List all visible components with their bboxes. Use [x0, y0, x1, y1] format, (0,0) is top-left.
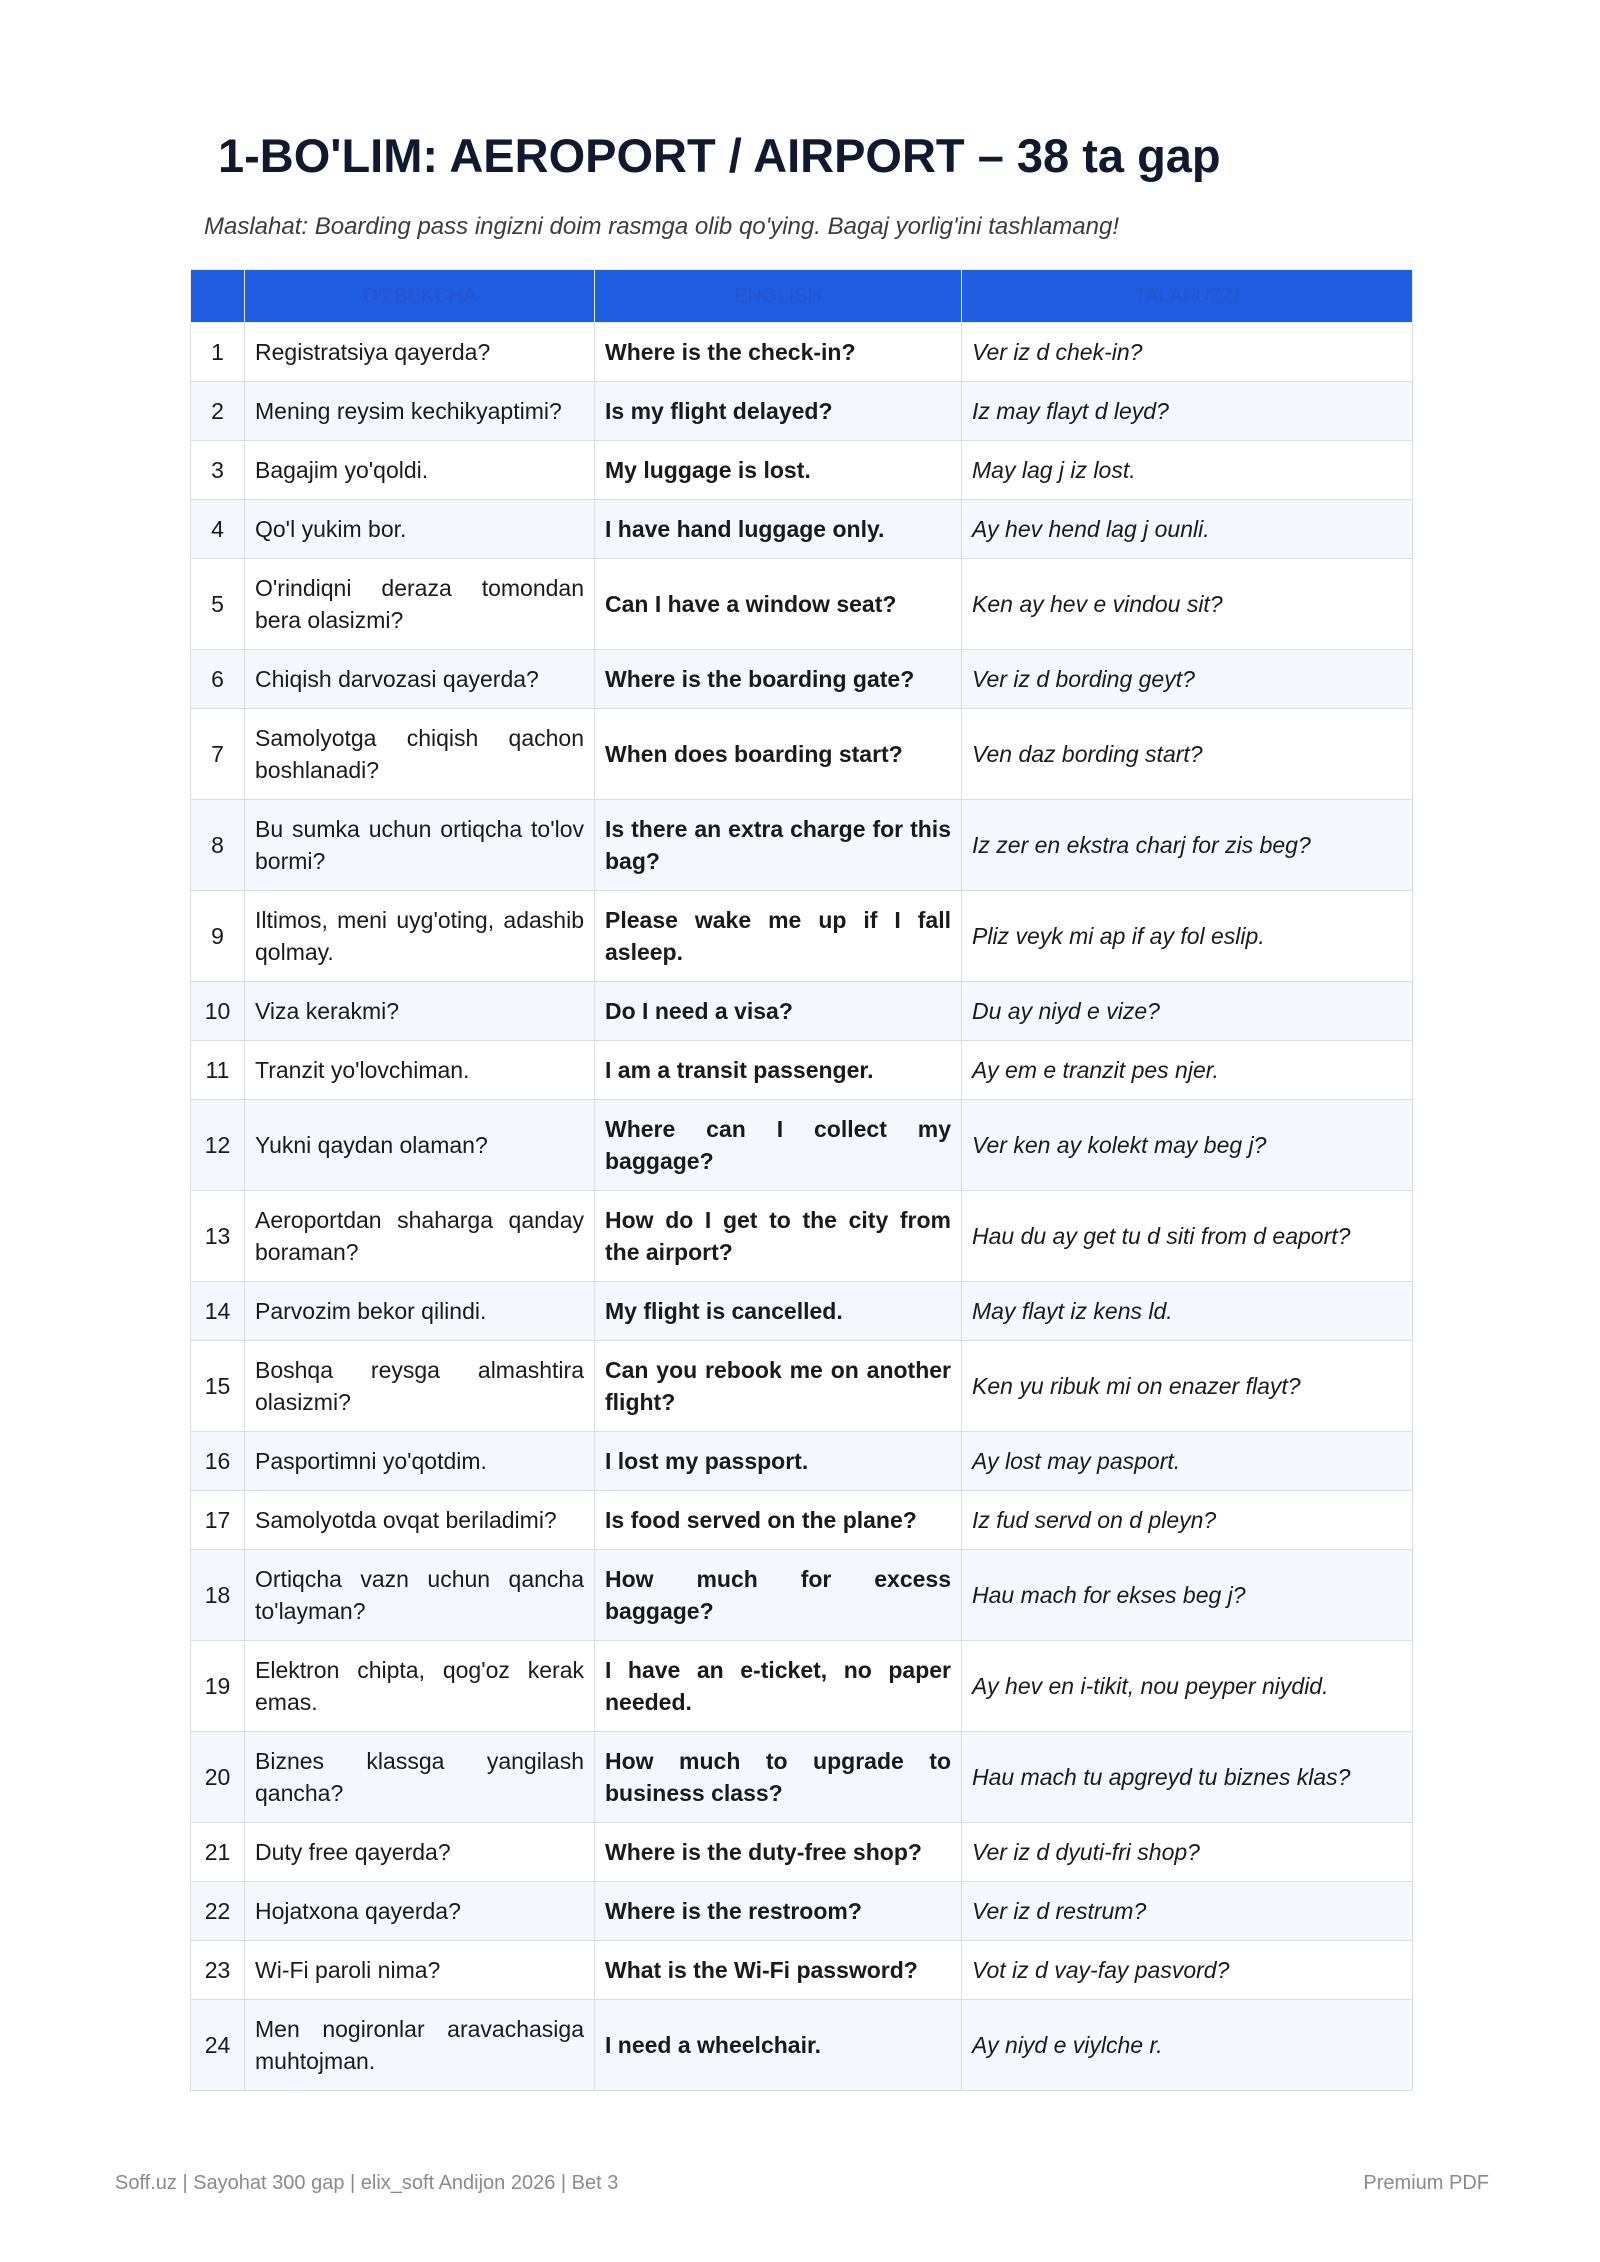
uzbek-phrase: Mening reysim kechikyaptimi?	[245, 382, 595, 441]
uzbek-phrase: Viza kerakmi?	[245, 982, 595, 1041]
pronunciation: Ver iz d restrum?	[962, 1882, 1413, 1941]
row-number: 13	[191, 1191, 245, 1282]
row-number: 9	[191, 891, 245, 982]
pronunciation: Ken ay hev e vindou sit?	[962, 559, 1413, 650]
table-row	[191, 1282, 1413, 1341]
uzbek-phrase: Qo'l yukim bor.	[245, 500, 595, 559]
column-header-uzbek: O'ZBEKCHA	[245, 270, 595, 323]
row-number: 14	[191, 1282, 245, 1341]
row-number: 5	[191, 559, 245, 650]
pronunciation: Ven daz bording start?	[962, 709, 1413, 800]
pronunciation: Vot iz d vay-fay pasvord?	[962, 1941, 1413, 2000]
table-row	[191, 1191, 1413, 1282]
row-number: 2	[191, 382, 245, 441]
uzbek-phrase: Pasportimni yo'qotdim.	[245, 1432, 595, 1491]
english-phrase: Is food served on the plane?	[595, 1491, 962, 1550]
table-row	[191, 441, 1413, 500]
table-row	[191, 1941, 1413, 2000]
table-row	[191, 982, 1413, 1041]
footer-left: Soff.uz | Sayohat 300 gap | elix_soft Andijon 2026 | Bet 3	[115, 2172, 619, 2194]
english-phrase: Is my flight delayed?	[595, 382, 962, 441]
uzbek-phrase: Yukni qaydan olaman?	[245, 1100, 595, 1191]
pronunciation: Ver ken ay kolekt may beg j?	[962, 1100, 1413, 1191]
row-number: 1	[191, 323, 245, 382]
pronunciation: Ay niyd e viylche r.	[962, 2000, 1413, 2091]
row-number: 17	[191, 1491, 245, 1550]
pronunciation: Ken yu ribuk mi on enazer flayt?	[962, 1341, 1413, 1432]
phrase-table	[190, 269, 1413, 2091]
tip-text: Maslahat: Boarding pass ingizni doim rasmga olib qo'ying. Bagaj yorlig'ini tashlamang!	[204, 213, 1119, 240]
uzbek-phrase: Parvozim bekor qilindi.	[245, 1282, 595, 1341]
pronunciation: Pliz veyk mi ap if ay fol eslip.	[962, 891, 1413, 982]
table-row	[191, 500, 1413, 559]
english-phrase: I lost my passport.	[595, 1432, 962, 1491]
english-phrase: Where can I collect my baggage?	[595, 1100, 962, 1191]
table-row	[191, 2000, 1413, 2091]
row-number: 22	[191, 1882, 245, 1941]
table-row	[191, 709, 1413, 800]
row-number: 24	[191, 2000, 245, 2091]
uzbek-phrase: Biznes klassga yangilash qancha?	[245, 1732, 595, 1823]
table-row	[191, 1341, 1413, 1432]
english-phrase: How do I get to the city from the airport?	[595, 1191, 962, 1282]
pronunciation: Ver iz d bording geyt?	[962, 650, 1413, 709]
table-row	[191, 1823, 1413, 1882]
row-number: 7	[191, 709, 245, 800]
row-number: 18	[191, 1550, 245, 1641]
table-body	[191, 323, 1413, 2091]
row-number: 11	[191, 1041, 245, 1100]
table-row	[191, 1550, 1413, 1641]
uzbek-phrase: Hojatxona qayerda?	[245, 1882, 595, 1941]
uzbek-phrase: Registratsiya qayerda?	[245, 323, 595, 382]
uzbek-phrase: Duty free qayerda?	[245, 1823, 595, 1882]
uzbek-phrase: Bagajim yo'qoldi.	[245, 441, 595, 500]
table-row	[191, 800, 1413, 891]
row-number: 23	[191, 1941, 245, 2000]
row-number: 19	[191, 1641, 245, 1732]
pronunciation: Hau mach for ekses beg j?	[962, 1550, 1413, 1641]
column-header-number	[191, 270, 245, 323]
uzbek-phrase: Chiqish darvozasi qayerda?	[245, 650, 595, 709]
english-phrase: I need a wheelchair.	[595, 2000, 962, 2091]
row-number: 4	[191, 500, 245, 559]
uzbek-phrase: Samolyotga chiqish qachon boshlanadi?	[245, 709, 595, 800]
english-phrase: When does boarding start?	[595, 709, 962, 800]
pronunciation: Iz zer en ekstra charj for zis beg?	[962, 800, 1413, 891]
row-number: 21	[191, 1823, 245, 1882]
row-number: 10	[191, 982, 245, 1041]
pronunciation: May flayt iz kens ld.	[962, 1282, 1413, 1341]
pronunciation: May lag j iz lost.	[962, 441, 1413, 500]
uzbek-phrase: Boshqa reysga almashtira olasizmi?	[245, 1341, 595, 1432]
pronunciation: Ver iz d chek-in?	[962, 323, 1413, 382]
pronunciation: Du ay niyd e vize?	[962, 982, 1413, 1041]
pronunciation: Iz fud servd on d pleyn?	[962, 1491, 1413, 1550]
uzbek-phrase: Iltimos, meni uyg'oting, adashib qolmay.	[245, 891, 595, 982]
english-phrase: Where is the restroom?	[595, 1882, 962, 1941]
english-phrase: Can you rebook me on another flight?	[595, 1341, 962, 1432]
pronunciation: Ay lost may pasport.	[962, 1432, 1413, 1491]
uzbek-phrase: Tranzit yo'lovchiman.	[245, 1041, 595, 1100]
uzbek-phrase: O'rindiqni deraza tomondan bera olasizmi?	[245, 559, 595, 650]
table-row	[191, 1041, 1413, 1100]
pronunciation: Ay hev hend lag j ounli.	[962, 500, 1413, 559]
table-row	[191, 382, 1413, 441]
table-row	[191, 1732, 1413, 1823]
uzbek-phrase: Samolyotda ovqat beriladimi?	[245, 1491, 595, 1550]
english-phrase: My luggage is lost.	[595, 441, 962, 500]
pronunciation: Hau du ay get tu d siti from d eaport?	[962, 1191, 1413, 1282]
page-title: 1-BO'LIM: AEROPORT / AIRPORT – 38 ta gap	[218, 129, 1221, 182]
table-row	[191, 1100, 1413, 1191]
table-row	[191, 1641, 1413, 1732]
english-phrase: I have hand luggage only.	[595, 500, 962, 559]
uzbek-phrase: Men nogironlar aravachasiga muhtojman.	[245, 2000, 595, 2091]
column-header-pronunciation: TALAFUZZI	[962, 270, 1413, 323]
english-phrase: I have an e-ticket, no paper needed.	[595, 1641, 962, 1732]
row-number: 12	[191, 1100, 245, 1191]
uzbek-phrase: Elektron chipta, qog'oz kerak emas.	[245, 1641, 595, 1732]
table-row	[191, 1882, 1413, 1941]
uzbek-phrase: Ortiqcha vazn uchun qancha to'layman?	[245, 1550, 595, 1641]
row-number: 16	[191, 1432, 245, 1491]
row-number: 8	[191, 800, 245, 891]
uzbek-phrase: Wi-Fi paroli nima?	[245, 1941, 595, 2000]
english-phrase: Where is the check-in?	[595, 323, 962, 382]
english-phrase: Is there an extra charge for this bag?	[595, 800, 962, 891]
table-header-row	[191, 270, 1413, 323]
row-number: 20	[191, 1732, 245, 1823]
footer-right: Premium PDF	[1363, 2172, 1489, 2194]
english-phrase: Please wake me up if I fall asleep.	[595, 891, 962, 982]
english-phrase: Can I have a window seat?	[595, 559, 962, 650]
pronunciation: Ay em e tranzit pes njer.	[962, 1041, 1413, 1100]
english-phrase: My flight is cancelled.	[595, 1282, 962, 1341]
pronunciation: Iz may flayt d leyd?	[962, 382, 1413, 441]
uzbek-phrase: Bu sumka uchun ortiqcha to'lov bormi?	[245, 800, 595, 891]
table-row	[191, 891, 1413, 982]
row-number: 6	[191, 650, 245, 709]
column-header-english: ENGLISH	[595, 270, 962, 323]
pronunciation: Ver iz d dyuti-fri shop?	[962, 1823, 1413, 1882]
table-row	[191, 650, 1413, 709]
row-number: 3	[191, 441, 245, 500]
pronunciation: Ay hev en i-tikit, nou peyper niydid.	[962, 1641, 1413, 1732]
english-phrase: How much for excess baggage?	[595, 1550, 962, 1641]
english-phrase: Where is the duty-free shop?	[595, 1823, 962, 1882]
table-row	[191, 1432, 1413, 1491]
english-phrase: What is the Wi-Fi password?	[595, 1941, 962, 2000]
table-row	[191, 559, 1413, 650]
english-phrase: How much to upgrade to business class?	[595, 1732, 962, 1823]
row-number: 15	[191, 1341, 245, 1432]
uzbek-phrase: Aeroportdan shaharga qanday boraman?	[245, 1191, 595, 1282]
pronunciation: Hau mach tu apgreyd tu biznes klas?	[962, 1732, 1413, 1823]
english-phrase: I am a transit passenger.	[595, 1041, 962, 1100]
english-phrase: Where is the boarding gate?	[595, 650, 962, 709]
english-phrase: Do I need a visa?	[595, 982, 962, 1041]
table-row	[191, 323, 1413, 382]
table-row	[191, 1491, 1413, 1550]
